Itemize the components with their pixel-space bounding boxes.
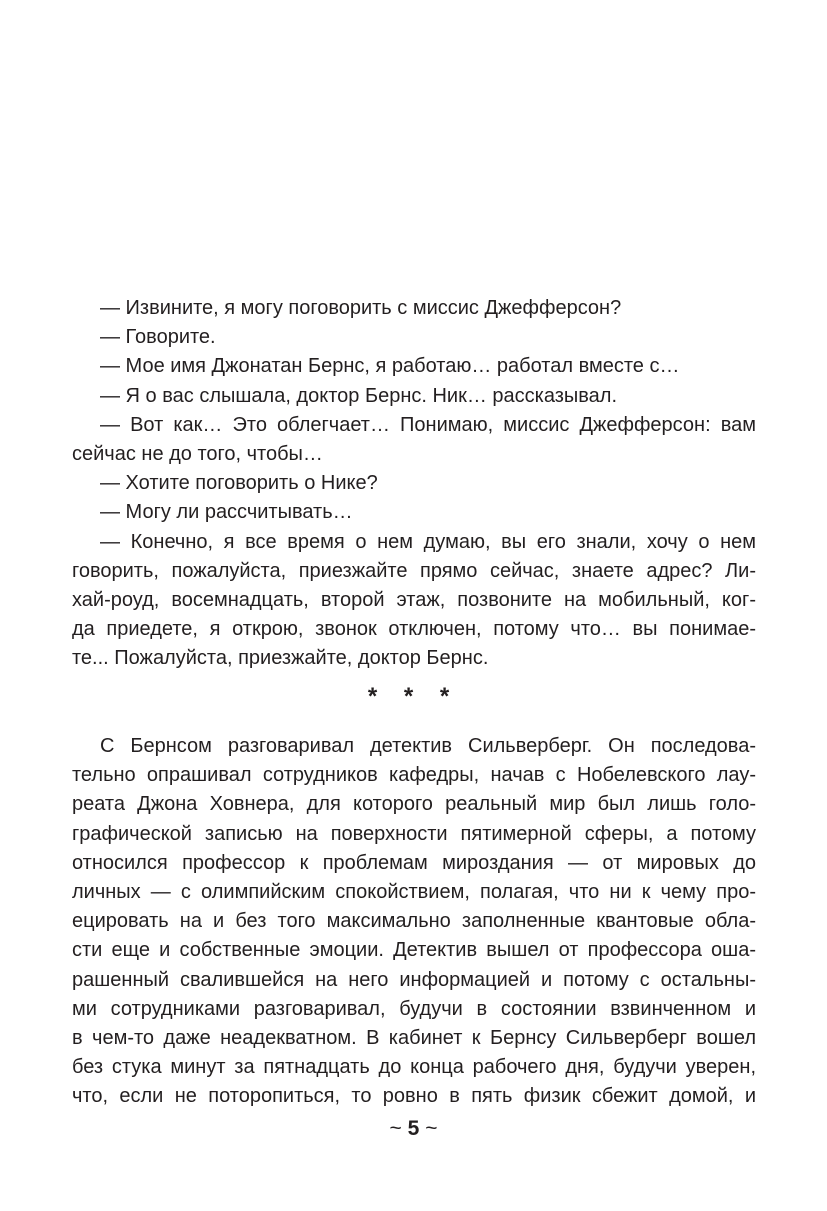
dialogue-line: да приедете, я открою, звонок отключен, потому что… вы понимае-	[72, 618, 756, 641]
dialogue-line: — Конечно, я все время о нем думаю, вы его знали, хочу о нем	[100, 530, 756, 553]
narrative-line: сти еще и собственные эмоции. Детектив вышел от профессора оша-	[72, 939, 756, 962]
page-number	[0, 1114, 827, 1144]
narrative-line: рашенный свалившейся на него информацией и потому с остальны-	[72, 968, 756, 991]
narrative-line: реата Джона Ховнера, для которого реальный мир был лишь голо-	[72, 793, 756, 816]
dialogue-line: те... Пожалуйста, приезжайте, доктор Бернс.	[72, 647, 489, 670]
narrative-paragraph	[72, 732, 756, 1111]
dialogue-line: — Хотите поговорить о Нике?	[100, 472, 378, 495]
dialogue-line: сейчас не до того, чтобы…	[72, 442, 323, 465]
page-number-right-mark: ~	[425, 1117, 438, 1140]
dialogue-line: — Говорите.	[100, 326, 216, 349]
section-separator: * * *	[367, 683, 460, 710]
dialogue-line: хай-роуд, восемнадцать, второй этаж, позвоните на мобильный, ког-	[72, 588, 756, 611]
narrative-line: в чем-то даже неадекватном. В кабинет к Бернсу Сильверберг вошел	[72, 1026, 756, 1049]
dialogue-line: — Могу ли рассчитывать…	[100, 501, 353, 524]
dialogue-line: — Мое имя Джонатан Бернс, я работаю… работал вместе с…	[100, 355, 680, 378]
dialogue-line: — Я о вас слышала, доктор Бернс. Ник… рассказывал.	[100, 384, 618, 407]
narrative-line: графической записью на поверхности пятимерной сферы, а потому	[72, 822, 756, 845]
page-number-value: 5	[407, 1117, 420, 1140]
narrative-line: личных — с олимпийским спокойствием, полагая, что ни к чему про-	[72, 880, 756, 903]
narrative-line: что, если не поторопиться, то ровно в пять физик сбежит домой, и	[72, 1085, 756, 1108]
dialogue-line: — Извините, я могу поговорить с миссис Джефферсон?	[100, 297, 622, 319]
dialogue-block	[72, 294, 756, 673]
narrative-line: без стука минут за пятнадцать до конца рабочего дня, будучи уверен,	[72, 1056, 756, 1079]
narrative-line: ми сотрудниками разговаривал, будучи в состоянии взвинченном и	[72, 997, 756, 1020]
narrative-line: относился профессор к проблемам мироздания — от мировых до	[72, 851, 756, 874]
page-number-left-mark: ~	[389, 1117, 402, 1140]
narrative-line: С Бернсом разговаривал детектив Сильверберг. Он последова-	[100, 735, 756, 757]
narrative-line: ецировать на и без того максимально заполненные квантовые обла-	[72, 910, 756, 933]
dialogue-line: говорить, пожалуйста, приезжайте прямо сейчас, знаете адрес? Ли-	[72, 559, 756, 582]
narrative-line: тельно опрашивал сотрудников кафедры, начав с Нобелевского лау-	[72, 764, 756, 787]
dialogue-line: — Вот как… Это облегчает… Понимаю, миссис Джефферсон: вам	[100, 413, 756, 436]
